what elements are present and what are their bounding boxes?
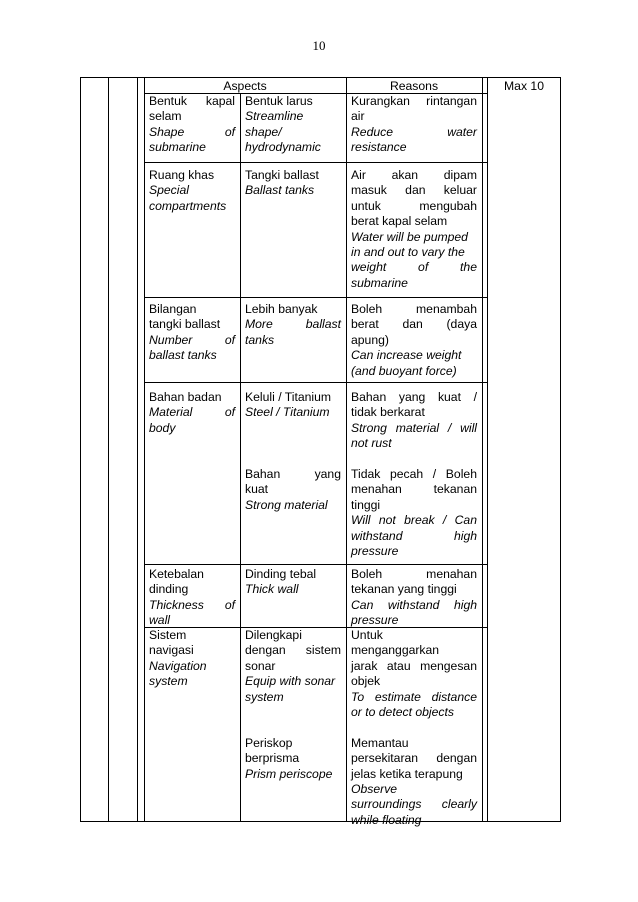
aspect-translation-word: Shape [149, 124, 185, 139]
design-text-word: Bahan [245, 466, 281, 481]
reason-translation: in and out to vary the [351, 245, 465, 260]
reason-cell [351, 94, 477, 156]
table-divider [144, 77, 145, 822]
reason-translation-word: withstand [387, 597, 440, 612]
table-divider [346, 77, 347, 822]
page-number: 10 [312, 38, 326, 53]
reason-text-word: kuat [437, 390, 461, 404]
reason-translation-word: not [378, 513, 396, 528]
reason-translation-word: clearly [441, 797, 477, 812]
table-divider [144, 382, 488, 383]
reason-translation-word: distance [431, 689, 477, 704]
aspect-translation-word: of [224, 124, 235, 139]
reason-translation: submarine [351, 275, 408, 290]
reason-text-word: yang [398, 390, 426, 404]
design-translation: Strong material [245, 497, 328, 512]
reason-translation: not rust [351, 436, 392, 451]
reason-translation: pressure [351, 544, 399, 559]
reason-text: tidak berkarat [351, 405, 425, 420]
reason-text-word: rintangan [426, 94, 477, 108]
table-divider [482, 77, 483, 822]
reason-text-word: dan [405, 183, 426, 198]
reason-text-word: persekitaran [351, 751, 419, 766]
aspect-translation: compartments [149, 198, 227, 213]
reason-text-word: mengesan [420, 658, 477, 673]
reason-translation: while floating [351, 812, 422, 827]
reason-translation-word: Can [454, 513, 477, 528]
reason-text [351, 94, 477, 109]
aspect-text [149, 94, 235, 109]
design-cell-word [245, 720, 341, 735]
design-translation: Ballast tanks [245, 183, 315, 198]
reason-translation-word: Can [351, 597, 374, 612]
aspect-text: Bilangan [149, 302, 197, 316]
design-translation-word: ballast [305, 317, 341, 332]
reason-text-word: untuk [351, 198, 381, 213]
reason-translation [351, 690, 477, 705]
design-text [245, 467, 341, 482]
reason-cell [351, 302, 477, 379]
aspect-translation-word: of [224, 597, 235, 612]
aspect-text-word: Bentuk [149, 94, 187, 108]
reason-text-word: tekanan [433, 482, 477, 497]
reason-text-word: atau [386, 658, 411, 673]
design-text: Lebih banyak [245, 302, 318, 316]
reason-translation-word: the [460, 260, 477, 275]
aspect-translation: Special [149, 183, 189, 198]
design-text: kuat [245, 482, 269, 497]
aspect-translation [149, 125, 235, 140]
reason-translation: resistance [351, 140, 407, 155]
design-cell-word [245, 436, 341, 451]
reason-text: jelas ketika terapung [351, 766, 463, 781]
reason-text [351, 183, 477, 198]
reason-text-word: Tidak [351, 467, 381, 482]
table-divider [240, 93, 241, 822]
design-cell [245, 628, 341, 782]
reason-translation-word: material [395, 420, 440, 435]
design-translation: Equip with sonar [245, 674, 336, 689]
table-divider [144, 297, 488, 298]
aspect-translation: wall [149, 613, 170, 628]
reason-translation-word: Strong [351, 420, 387, 435]
design-translation-word: More [245, 317, 273, 332]
reason-text [351, 567, 477, 582]
reason-text: berat kapal selam [351, 214, 448, 229]
design-cell [245, 567, 341, 598]
reason-text-word: masuk [351, 183, 387, 198]
reason-translation [351, 529, 477, 544]
design-text: Keluli / Titanium [245, 390, 332, 404]
aspect-text: Ruang khas [149, 168, 215, 182]
aspect-text: Bahan badan [149, 390, 222, 404]
design-text-word: yang [314, 466, 341, 481]
design-cell [245, 302, 341, 348]
design-translation: tanks [245, 332, 275, 347]
aspect-translation: ballast tanks [149, 348, 217, 363]
design-translation: hydrodynamic [245, 140, 321, 155]
reason-translation: Can increase weight [351, 348, 462, 363]
reason-translation: or to detect objects [351, 705, 454, 720]
reason-translation-word: water [447, 124, 477, 139]
reason-translation-word: To [351, 689, 365, 704]
design-translation: shape/ [245, 124, 282, 139]
reason-text [351, 482, 477, 497]
reason-translation-word: high [453, 528, 477, 543]
reason-text-word: Air [351, 168, 366, 182]
reason-translation-word: surroundings [351, 797, 422, 812]
design-text-word: dengan [245, 643, 286, 658]
table-row [149, 302, 235, 364]
design-translation: Prism periscope [245, 766, 333, 781]
table-row [149, 628, 235, 690]
design-cell [245, 390, 341, 513]
reason-translation [351, 260, 477, 275]
reason-text [351, 168, 477, 183]
aspect-translation [149, 598, 235, 613]
reason-translation-word: estimate [374, 689, 421, 704]
table-row [149, 168, 235, 214]
reason-translation: (and buoyant force) [351, 363, 457, 378]
reason-translation [351, 125, 477, 140]
reason-text-word: Bahan [351, 390, 387, 404]
reason-cell [351, 628, 477, 828]
reason-translation-word: break [404, 513, 435, 528]
design-cell-word [245, 452, 341, 467]
reason-text: tekanan yang tinggi [351, 582, 457, 597]
design-text: sonar [245, 658, 276, 673]
reason-translation-word: will [460, 420, 477, 435]
design-text: Dinding tebal [245, 567, 317, 581]
reason-text-word: dipam [443, 168, 477, 182]
reason-text-word: menahan [426, 567, 477, 581]
aspect-translation: submarine [149, 140, 206, 155]
reason-translation-word: of [418, 260, 429, 275]
reason-text [351, 302, 477, 317]
reason-translation-word: Will [351, 513, 371, 528]
reason-cell-word [351, 452, 477, 467]
reason-text-word: Boleh [351, 302, 383, 316]
aspect-translation [149, 405, 235, 420]
reason-text-word: menambah [416, 302, 477, 316]
reason-text-word: Kurangkan [351, 94, 410, 108]
reason-text-word: menahan [351, 482, 402, 497]
column-header-aspects: Aspects [223, 79, 267, 93]
reason-text-word: dan [402, 317, 423, 332]
reason-translation-word: / [442, 513, 447, 528]
reason-text [351, 199, 477, 214]
aspect-translation: system [149, 674, 188, 689]
reason-cell [351, 390, 477, 559]
reason-translation [351, 797, 477, 812]
reason-text-word: keluar [443, 183, 477, 198]
reason-text-word: jarak [351, 658, 378, 673]
reason-translation-word: withstand [351, 528, 403, 543]
design-text [245, 643, 341, 658]
table-divider [144, 564, 488, 565]
reason-translation-word: weight [351, 260, 387, 275]
design-translation [245, 317, 341, 332]
reason-text: Memantau [351, 735, 409, 750]
aspect-translation-word: of [224, 332, 235, 347]
reason-text [351, 751, 477, 766]
design-text-word: sistem [305, 643, 341, 658]
aspect-text: navigasi [149, 643, 194, 658]
reason-text-word: (daya [446, 317, 477, 332]
reason-text-word: Boleh [445, 467, 477, 482]
table-row [149, 390, 235, 436]
aspect-text: Ketebalan [149, 567, 204, 581]
table-divider [487, 77, 488, 822]
design-translation: system [245, 689, 284, 704]
design-cell [245, 168, 341, 199]
aspect-text: selam [149, 109, 182, 124]
reason-translation [351, 598, 477, 613]
reason-text: apung) [351, 332, 389, 347]
reason-translation [351, 421, 477, 436]
reason-text: tinggi [351, 497, 381, 512]
aspect-translation-word: of [224, 405, 235, 420]
reason-text: Untuk [351, 628, 383, 642]
reason-text-word: / [473, 390, 477, 404]
reason-text-word: mengubah [419, 198, 477, 213]
reason-text-word: / [432, 467, 437, 482]
reason-translation: pressure [351, 613, 399, 628]
reason-text: air [351, 109, 365, 124]
reason-text [351, 659, 477, 674]
aspect-text: Sistem [149, 628, 187, 642]
column-header-reasons: Reasons [389, 79, 439, 93]
design-translation: Steel / Titanium [245, 405, 330, 420]
reason-text [351, 467, 477, 482]
aspect-translation-word: Number [149, 332, 193, 347]
aspect-text: dinding [149, 582, 189, 597]
design-text: berprisma [245, 751, 300, 766]
design-translation: Streamline [245, 109, 304, 124]
reason-cell-word [351, 720, 477, 735]
reason-text [351, 317, 477, 332]
aspect-translation-word: Thickness [149, 597, 204, 612]
column-header-marks: Max 10 [504, 79, 544, 93]
reason-translation-word: high [453, 597, 477, 612]
design-text: Bentuk larus [245, 94, 313, 108]
reason-translation: Water will be pumped [351, 229, 468, 244]
reason-cell [351, 567, 477, 629]
reason-translation: Observe [351, 782, 398, 797]
reason-text: objek [351, 674, 381, 689]
reason-text: menganggarkan [351, 643, 440, 658]
reason-translation [351, 513, 477, 528]
design-text: Tangki ballast [245, 168, 319, 182]
reason-text-word: berat [351, 317, 379, 332]
design-translation: Thick wall [245, 582, 299, 597]
reason-text-word: Boleh [351, 567, 383, 581]
aspect-translation [149, 333, 235, 348]
aspect-text: tangki ballast [149, 317, 221, 332]
design-cell [245, 94, 341, 156]
reason-translation-word: / [447, 420, 452, 435]
reason-text [351, 390, 477, 405]
aspect-translation-word: Material [149, 405, 193, 420]
design-text: Periskop [245, 735, 293, 750]
aspect-translation: Navigation [149, 658, 207, 673]
table-divider [137, 77, 138, 822]
aspect-text-word: kapal [205, 94, 235, 108]
reason-text-word: dengan [436, 751, 477, 766]
reason-text-word: akan [391, 168, 419, 182]
table-row [149, 567, 235, 629]
aspect-translation: body [149, 420, 176, 435]
reason-translation-word: Reduce [351, 124, 394, 139]
design-cell-word [245, 705, 341, 720]
table-divider [144, 162, 488, 163]
design-cell-word [245, 421, 341, 436]
design-text: Dilengkapi [245, 628, 302, 642]
reason-cell [351, 168, 477, 291]
table-divider [108, 77, 109, 822]
table-row [149, 94, 235, 156]
reason-text-word: pecah [389, 467, 424, 482]
